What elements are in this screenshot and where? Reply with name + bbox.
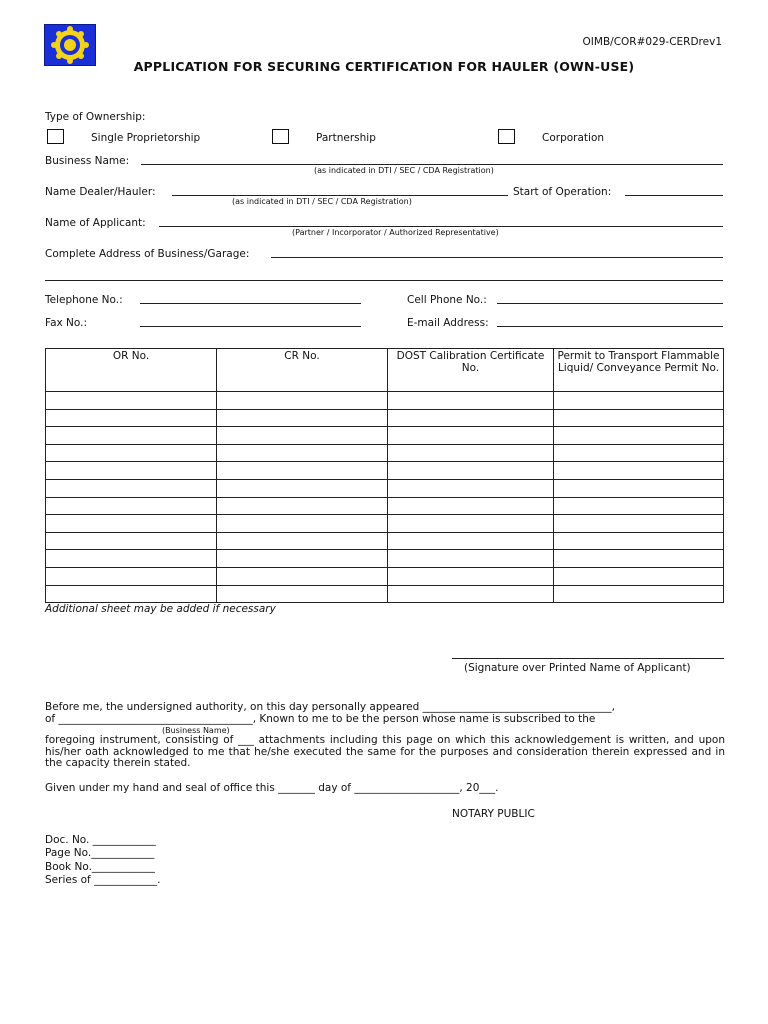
cell-phone-label: Cell Phone No.:: [407, 294, 487, 306]
page-no: Page No.____________: [45, 847, 155, 859]
address-field[interactable]: [271, 257, 723, 258]
table-cell[interactable]: [217, 585, 388, 603]
table-cell[interactable]: [388, 479, 554, 497]
table-row: [46, 567, 724, 585]
table-cell[interactable]: [217, 550, 388, 568]
start-of-operation-label: Start of Operation:: [513, 186, 612, 198]
signature-line[interactable]: [452, 658, 724, 659]
cr-no-header: CR No.: [217, 349, 388, 392]
business-name-caption: (Business Name): [162, 726, 230, 735]
table-cell[interactable]: [388, 409, 554, 427]
email-field[interactable]: [497, 326, 723, 327]
notary-line-1: Before me, the undersigned authority, on this day personally appeared ____________________________________,: [45, 701, 615, 713]
permits-table: [45, 348, 724, 603]
table-cell[interactable]: [388, 567, 554, 585]
table-cell[interactable]: [46, 427, 217, 445]
table-cell[interactable]: [388, 392, 554, 410]
corporation-label: Corporation: [542, 132, 605, 144]
address-field-line2[interactable]: [45, 280, 723, 281]
table-cell[interactable]: [554, 550, 724, 568]
table-row: [46, 515, 724, 533]
dealer-hauler-label: Name Dealer/Hauler:: [45, 186, 156, 198]
single-proprietorship-label: Single Proprietorship: [91, 132, 201, 144]
partnership-checkbox[interactable]: [272, 129, 289, 144]
table-row: [46, 585, 724, 603]
partnership-label: Partnership: [316, 132, 376, 144]
table-cell[interactable]: [46, 409, 217, 427]
table-cell[interactable]: [388, 532, 554, 550]
table-cell[interactable]: [388, 515, 554, 533]
table-cell[interactable]: [554, 427, 724, 445]
dealer-hauler-note: (as indicated in DTI / SEC / CDA Registration): [232, 197, 412, 206]
table-cell[interactable]: [46, 515, 217, 533]
table-cell[interactable]: [388, 585, 554, 603]
book-no: Book No.____________: [45, 861, 155, 873]
fax-label: Fax No.:: [45, 317, 88, 329]
table-cell[interactable]: [217, 444, 388, 462]
table-cell[interactable]: [217, 515, 388, 533]
permit-to-transport-header: Permit to Transport Flammable Liquid/ Conveyance Permit No.: [554, 349, 724, 392]
table-cell[interactable]: [554, 532, 724, 550]
single-proprietorship-checkbox[interactable]: [47, 129, 64, 144]
telephone-field[interactable]: [140, 303, 361, 304]
table-cell[interactable]: [388, 462, 554, 480]
table-cell[interactable]: [217, 567, 388, 585]
table-cell[interactable]: [554, 585, 724, 603]
ownership-label: Type of Ownership:: [45, 111, 146, 123]
notary-paragraph: foregoing instrument, consisting of ___ attachments including this page on which this acknowledgement is written, and upon his/her oath acknowledged to me that he/she executed the same for the purposes and consideration therein expressed and in the capacity therein stated.: [45, 734, 725, 769]
table-cell[interactable]: [46, 497, 217, 515]
given-under-hand: Given under my hand and seal of office this _______ day of ____________________, 20___.: [45, 782, 499, 794]
table-cell[interactable]: [46, 567, 217, 585]
applicant-note: (Partner / Incorporator / Authorized Representative): [292, 228, 499, 237]
table-cell[interactable]: [388, 444, 554, 462]
table-cell[interactable]: [554, 409, 724, 427]
table-cell[interactable]: [554, 515, 724, 533]
table-cell[interactable]: [217, 409, 388, 427]
fax-field[interactable]: [140, 326, 361, 327]
business-name-field[interactable]: [141, 164, 723, 165]
table-body: [46, 392, 724, 603]
or-no-header: OR No.: [46, 349, 217, 392]
table-cell[interactable]: [554, 392, 724, 410]
table-cell[interactable]: [217, 462, 388, 480]
table-cell[interactable]: [46, 585, 217, 603]
table-cell[interactable]: [554, 479, 724, 497]
table-row: [46, 532, 724, 550]
business-name-label: Business Name:: [45, 155, 130, 167]
dealer-hauler-field[interactable]: [172, 195, 508, 196]
applicant-label: Name of Applicant:: [45, 217, 146, 229]
table-cell[interactable]: [554, 444, 724, 462]
doc-no: Doc. No. ____________: [45, 834, 156, 846]
telephone-label: Telephone No.:: [45, 294, 123, 306]
table-cell[interactable]: [46, 392, 217, 410]
table-cell[interactable]: [554, 567, 724, 585]
table-cell[interactable]: [46, 479, 217, 497]
table-cell[interactable]: [388, 427, 554, 445]
table-cell[interactable]: [217, 479, 388, 497]
start-of-operation-field[interactable]: [625, 195, 723, 196]
table-cell[interactable]: [217, 427, 388, 445]
form-title: APPLICATION FOR SECURING CERTIFICATION FOR HAULER (OWN-USE): [133, 59, 635, 74]
address-label: Complete Address of Business/Garage:: [45, 248, 250, 260]
table-cell[interactable]: [217, 532, 388, 550]
table-cell[interactable]: [46, 444, 217, 462]
notary-public-label: NOTARY PUBLIC: [452, 808, 535, 820]
table-cell[interactable]: [554, 497, 724, 515]
table-cell[interactable]: [46, 532, 217, 550]
table-row: [46, 550, 724, 568]
dost-calibration-header: DOST Calibration Certificate No.: [388, 349, 554, 392]
cell-phone-field[interactable]: [497, 303, 723, 304]
form-code: OIMB/COR#029-CERDrev1: [582, 36, 722, 48]
table-cell[interactable]: [46, 462, 217, 480]
table-row: [46, 479, 724, 497]
table-row: [46, 444, 724, 462]
signature-label: (Signature over Printed Name of Applicant): [464, 662, 691, 674]
table-cell[interactable]: [217, 392, 388, 410]
table-row: [46, 392, 724, 410]
table-row: [46, 497, 724, 515]
table-row: [46, 427, 724, 445]
table-cell[interactable]: [388, 497, 554, 515]
email-label: E-mail Address:: [407, 317, 489, 329]
table-row: [46, 409, 724, 427]
table-cell[interactable]: [217, 497, 388, 515]
table-cell[interactable]: [388, 550, 554, 568]
notary-line-2: of _____________________________________, Known to me to be the person whose name is subscribed to the: [45, 713, 596, 725]
additional-sheet-note: Additional sheet may be added if necessary: [45, 603, 276, 615]
series-of: Series of ____________.: [45, 874, 161, 886]
table-cell[interactable]: [554, 462, 724, 480]
table-header-row: [46, 349, 724, 392]
table-cell[interactable]: [46, 550, 217, 568]
business-name-note: (as indicated in DTI / SEC / CDA Registration): [314, 166, 494, 175]
table-row: [46, 462, 724, 480]
corporation-checkbox[interactable]: [498, 129, 515, 144]
applicant-field[interactable]: [159, 226, 723, 227]
